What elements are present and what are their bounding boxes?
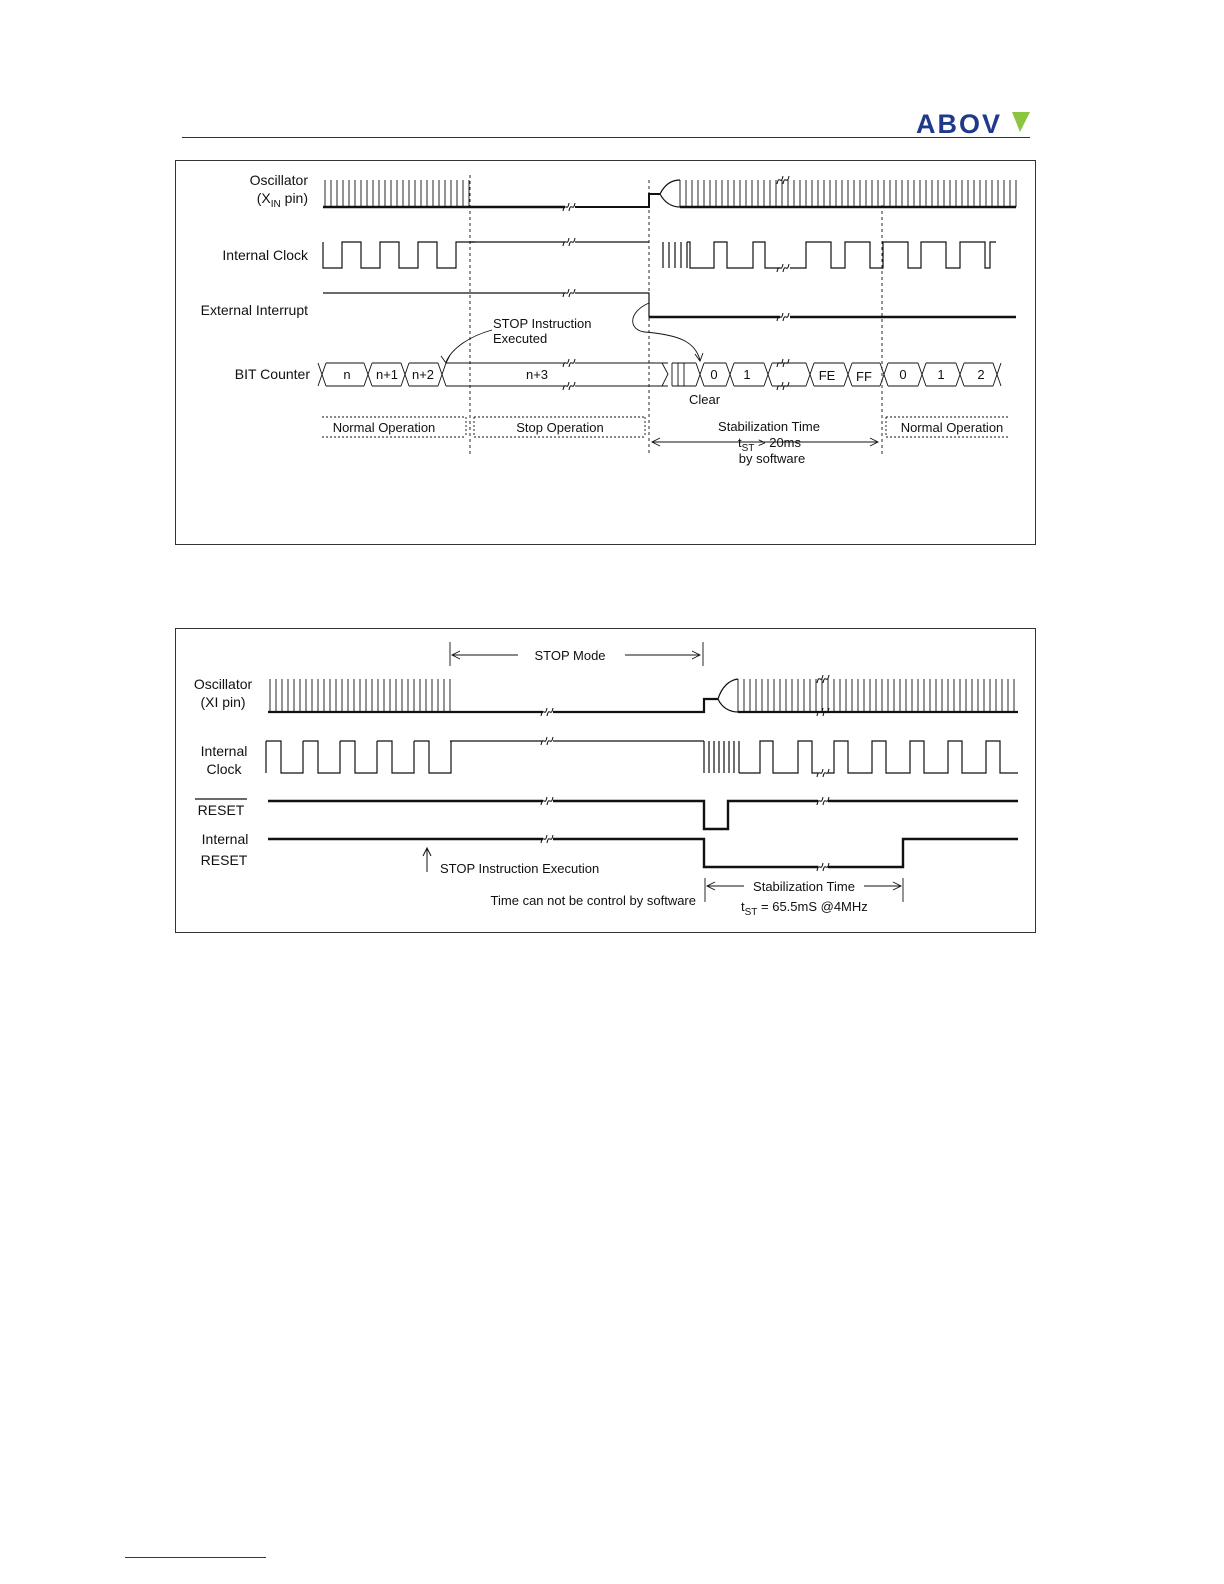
stop-exec-label: STOP Instruction Execution [440,861,600,876]
stop-exec-annotation-2: Executed [493,331,548,346]
break2-clk-post [817,769,829,777]
bit-value-n1: n+1 [375,367,399,382]
break2-int-reset-post [817,863,829,871]
clk2-wave-post [704,741,1018,773]
phase-tst: $t_{ST} > 20ms$ [738,435,802,454]
bit-value-n2: n+2 [411,367,435,382]
clk2-wave [266,741,451,773]
internal-clock2-before-stop [266,741,451,773]
clear-annotation: Clear [689,392,721,407]
bit-value-1b: 1 [937,367,945,382]
bit-value-2b: 2 [977,367,985,382]
bit-value-0b: 0 [899,367,907,382]
internal-reset-label: Internal [201,831,249,847]
break2-reset-post [817,797,829,805]
oscillator2-low-line [268,699,718,712]
bit-value-ff: FF [856,369,872,384]
internal-reset-signal [268,839,1018,867]
bit-value-0: 0 [710,367,718,382]
internal-reset-label-2: RESET [200,852,248,868]
external-interrupt-label: External Interrupt [200,302,308,318]
break2-osc-post [817,675,829,683]
break2-int-reset [541,835,553,843]
phase-stabilization-time: Stabilization Time [718,419,820,434]
bit-counter-label: BIT Counter [234,366,310,382]
phase-stop-operation: Stop Operation [516,420,604,435]
bit-value-n3: n+3 [525,367,549,382]
oscillator-pin-label: ($X_{IN}$ pin) [256,190,308,210]
internal-clock2-label: Internal [200,743,248,759]
oscillator2-ramp [718,679,738,712]
osc2-tick [270,679,450,712]
no-control-label: Time can not be control by software [490,893,696,908]
logo-text: ABOV [916,110,1003,136]
tst2-label: $t_{ST} = 65.5mS$ @4MHz [741,899,868,918]
phase-normal-operation: Normal Operation [332,420,436,435]
oscillator2-waveform-after [738,679,1014,712]
stop-mode-label: STOP Mode [534,648,606,663]
phase-by-software: by software [738,451,806,466]
internal-clock2-label-2: Clock [206,761,242,777]
reset-label: RESET [197,802,245,818]
oscillator2-waveform-before-stop [270,679,450,712]
footer-rule [125,1557,266,1558]
bit-value-n: n [343,367,351,382]
break2-reset [541,797,553,805]
bit-value-fe: FE [818,368,836,383]
oscillator2-pin-label: (XI pin) [200,694,246,710]
oscillator-label: Oscillator [249,172,308,188]
stop-exec-annotation: STOP Instruction [493,316,592,331]
break2-clk [541,737,553,745]
stabilization2-label: Stabilization Time [753,879,855,894]
internal-clock-label: Internal Clock [222,247,308,263]
bit-value-1: 1 [743,367,751,382]
reset-signal [268,801,1018,829]
internal-clock2-after [704,741,1018,773]
phase-normal-operation-2: Normal Operation [900,420,1004,435]
osc2-tick-post [738,679,1014,712]
break2-osc [541,708,553,716]
oscillator2-label: Oscillator [193,676,253,692]
